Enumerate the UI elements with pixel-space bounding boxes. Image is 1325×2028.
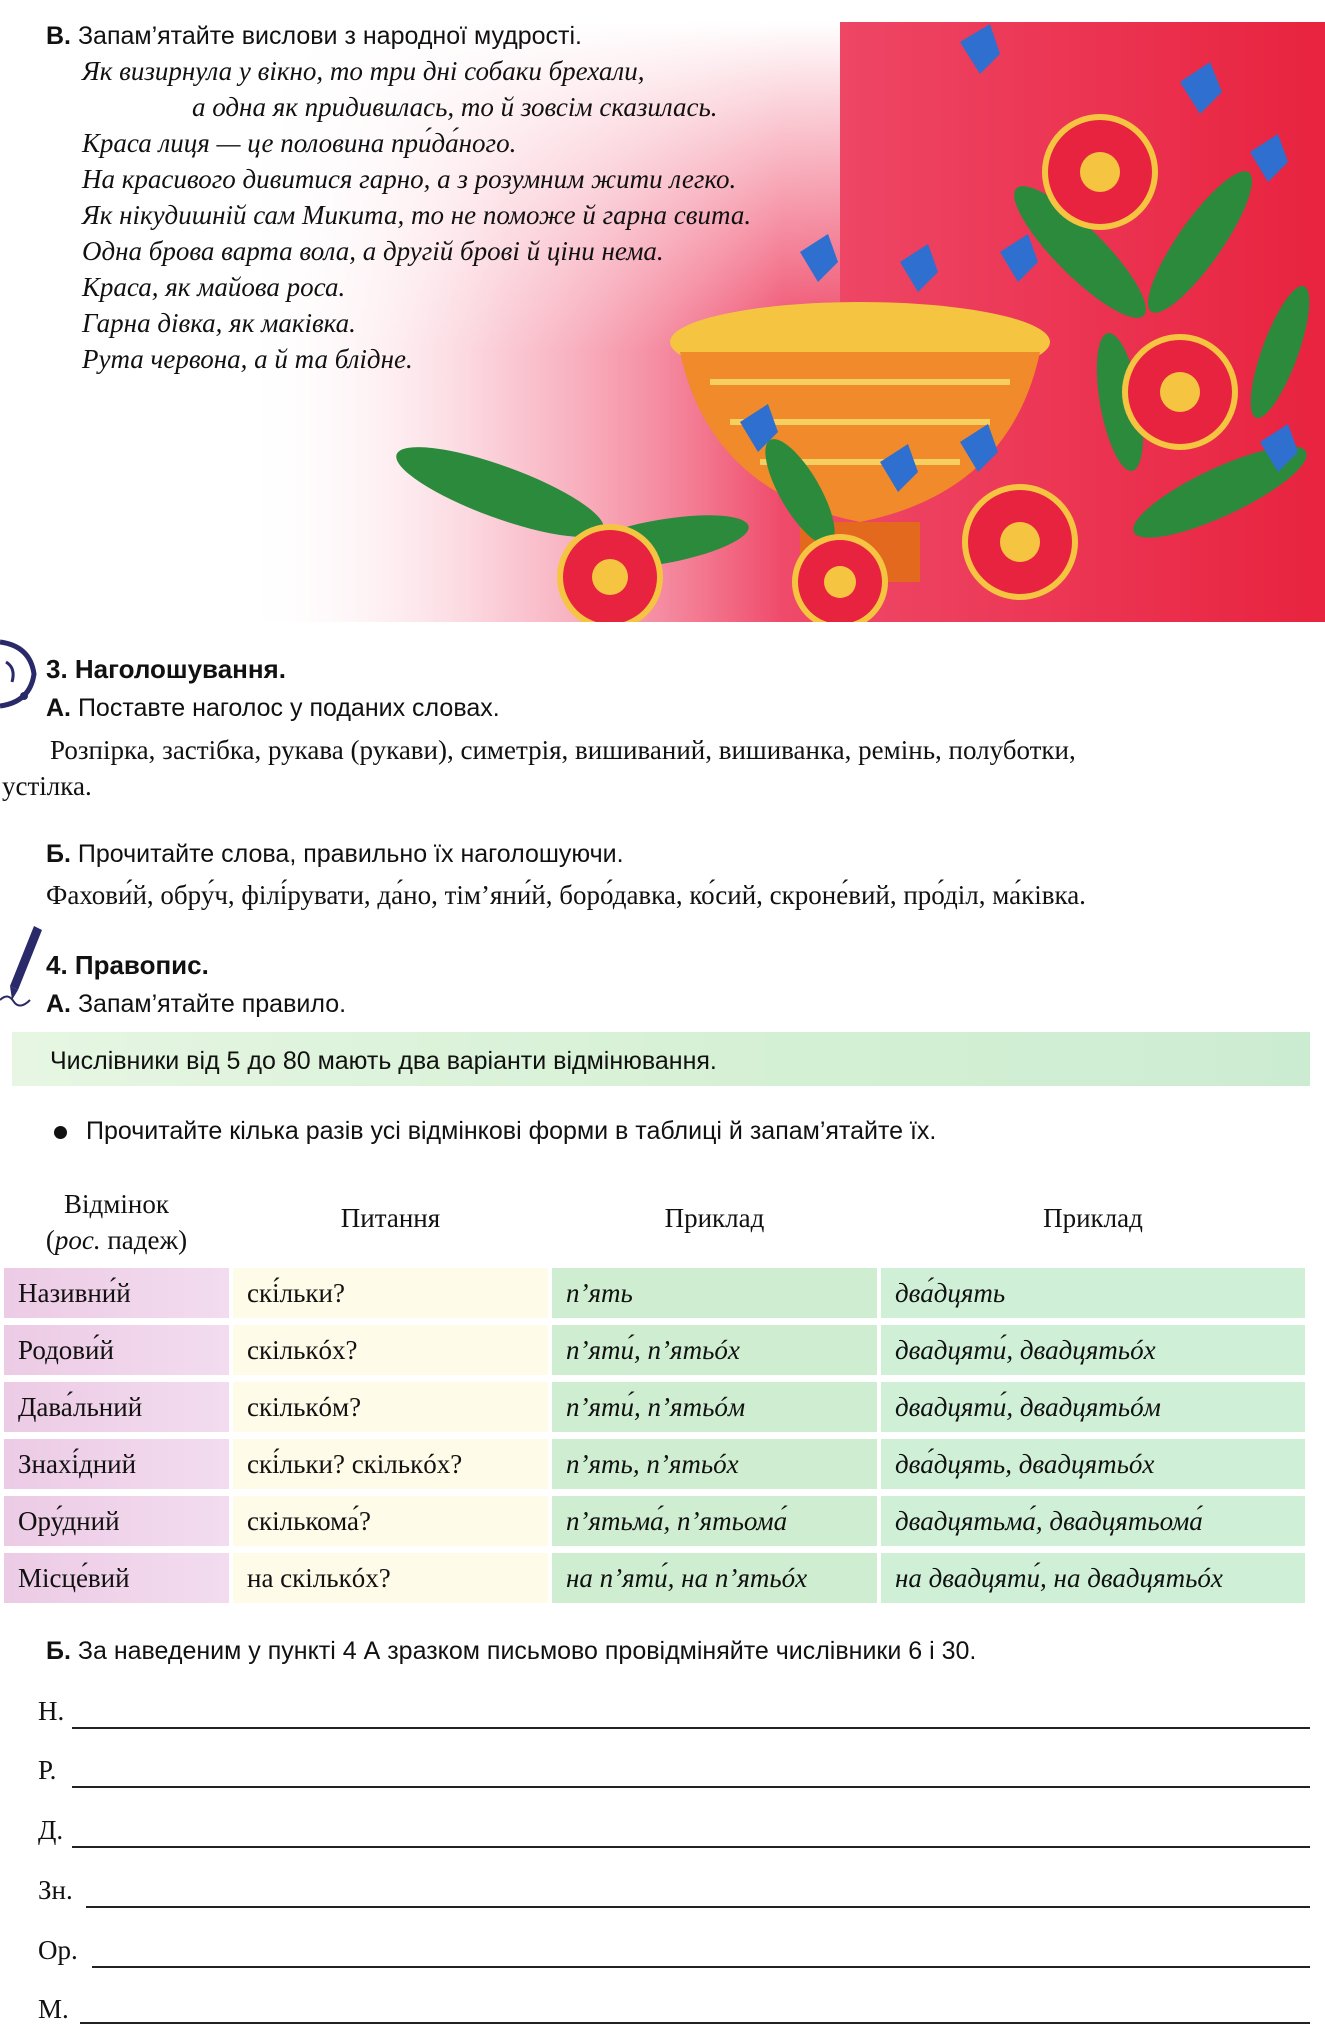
answer-line[interactable] [92,1966,1310,1968]
proverb-line: Краса лиця — це половина при́да́ного. [82,128,517,158]
section-v-letter: В. [46,22,71,50]
section-v-heading [46,22,582,51]
section-3a-letter: А. [46,694,71,722]
table-cell-case: Ору́дний [4,1496,229,1546]
table-cell-example-2: двадцяти́, двадцятьóх [881,1325,1305,1375]
answer-line[interactable] [72,1727,1310,1729]
header-case-line2 [4,1222,229,1258]
proverb-line: Як нікудишній сам Микита, то не поможе й гарна свита. [82,200,752,230]
header-case-line1: Відмінок [64,1189,169,1219]
bullet-instruction: Прочитайте кілька разів усі відмінкові форми в таблиці й запам’ятайте їх. [86,1117,937,1145]
header-case-abbr: рос. [54,1225,101,1255]
line-label: М. [38,1994,69,2024]
table-cell-case: Називни́й [4,1268,229,1318]
bullet-icon [54,1126,67,1139]
table-cell-example-2: двадцятьма́, двадцятьома́ [881,1496,1305,1546]
header-case-paren: ( [45,1225,55,1255]
answer-line[interactable] [80,2022,1310,2024]
proverb-line: а одна як придивилась, то й зовсім сказилась. [192,92,718,122]
table-cell-example-2: на двадцяти́, на двадцятьóх [881,1553,1305,1603]
section-3b-words: Фахови́й, обру́ч, філі́рувати, да́но, тім’яни́й, боро́давка, ко́сий, скроне́вий, про́діл, ма́ківка. [46,880,1086,910]
table-cell-example-2: двадцяти́, двадцятьóм [881,1382,1305,1432]
answer-line[interactable] [86,1906,1310,1908]
header-question: Питання [340,1203,441,1233]
table-cell-case: Дава́льний [4,1382,229,1432]
line-label: Ор. [38,1935,78,1965]
speaking-head-icon [0,638,40,710]
proverb-line: Гарна дівка, як маківка. [82,308,356,338]
table-cell-question: скі́льки? [233,1268,548,1318]
section-4b-letter: Б. [46,1637,71,1665]
section-4b-instruction [46,1637,976,1666]
section-4a-text: Запам’ятайте правило. [77,990,347,1018]
section-3a-words: Розпірка, застібка, рукава (рукави), симетрія, вишиваний, вишиванка, ремінь, полуботки, [50,735,1076,765]
proverb-line: На красивого дивитися гарно, а з розумним жити легко. [82,164,737,194]
table-cell-example-1: п’ять, п’ятьóх [552,1439,877,1489]
section-v-text: Запам’ятайте вислови з народної мудрості. [77,22,582,50]
section-3b-instruction [46,840,624,869]
table-cell-example-1: п’ятьма́, п’ятьома́ [552,1496,877,1546]
pen-icon [0,926,44,1010]
proverb-line: Краса, як майова роса. [82,272,346,302]
table-cell-question: скількóм? [233,1382,548,1432]
section-4b-text: За наведеним у пункті 4 А зразком письмово провідміняйте числівники 6 і 30. [77,1637,977,1665]
section-4a-letter: А. [46,990,71,1018]
line-label: Р. [38,1755,57,1785]
header-case [4,1186,229,1258]
section-4a-instruction [46,990,346,1019]
section-3-title: 3. Наголошування. [46,654,286,684]
table-cell-example-1: п’яти́, п’ятьóм [552,1382,877,1432]
table-cell-question: скількома́? [233,1496,548,1546]
answer-line[interactable] [72,1786,1310,1788]
section-3a-instruction [46,694,500,723]
line-label: Н. [38,1696,65,1726]
section-3b-text: Прочитайте слова, правильно їх наголошуючи. [77,840,624,868]
table-cell-question: скількóх? [233,1325,548,1375]
table-cell-example-2: два́дцять [881,1268,1305,1318]
header-example-2: Приклад [1043,1203,1143,1233]
answer-line[interactable] [72,1846,1310,1848]
table-cell-example-2: два́дцять, двадцятьóх [881,1439,1305,1489]
table-cell-case: Родови́й [4,1325,229,1375]
table-cell-question: на скількóх? [233,1553,548,1603]
proverb-line: Одна брова варта вола, а другій брові й ціни нема. [82,236,664,266]
section-4-title: 4. Правопис. [46,950,209,980]
section-3a-text: Поставте наголос у поданих словах. [77,694,500,722]
proverb-line: Як визирнула у вікно, то три дні собаки брехали, [82,56,645,86]
line-label: Зн. [38,1875,73,1905]
table-cell-case: Знахі́дний [4,1439,229,1489]
rule-text: Числівники від 5 до 80 мають два варіанти відмінювання. [50,1047,717,1075]
table-cell-case: Місце́вий [4,1553,229,1603]
table-cell-example-1: п’яти́, п’ятьóх [552,1325,877,1375]
section-3b-letter: Б. [46,840,71,868]
proverb-line: Рута червона, а й та блідне. [82,344,413,374]
table-cell-question: скі́льки? скількóх? [233,1439,548,1489]
table-cell-example-1: на п’яти́, на п’ятьóх [552,1553,877,1603]
header-case-rest: падеж) [107,1225,188,1255]
table-cell-example-1: п’ять [552,1268,877,1318]
line-label: Д. [38,1815,64,1845]
section-3a-words-cont: устілка. [2,771,92,801]
header-example-1: Приклад [664,1203,765,1233]
